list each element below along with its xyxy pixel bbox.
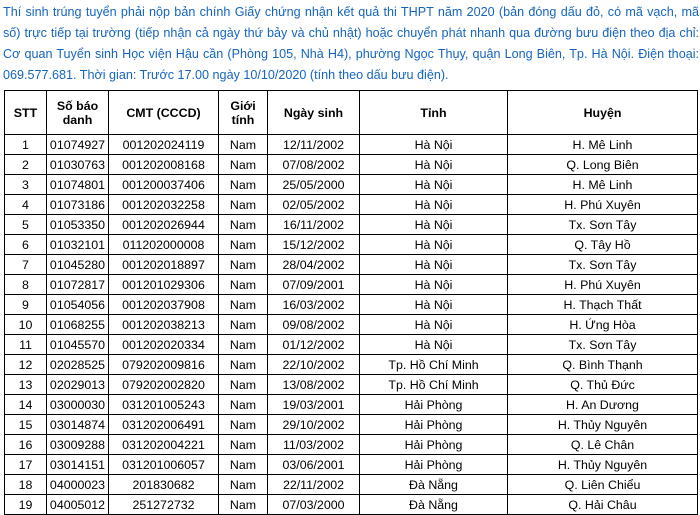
cell-gender: Nam [219, 495, 268, 515]
table-row [5, 195, 698, 215]
table-row [5, 295, 698, 315]
cell-id-card: 251272732 [109, 495, 219, 515]
cell-birth-date: 07/08/2002 [268, 155, 360, 175]
table-body [5, 135, 698, 515]
table-row [5, 315, 698, 335]
cell-stt: 3 [5, 175, 47, 195]
cell-birth-date: 25/05/2000 [268, 175, 360, 195]
cell-district: H. Mê Linh [508, 135, 698, 155]
cell-province: Hà Nội [360, 195, 508, 215]
cell-gender: Nam [219, 455, 268, 475]
cell-exam-number: 01074801 [47, 175, 109, 195]
header-id-card: CMT (CCCD) [109, 91, 219, 135]
cell-stt: 17 [5, 455, 47, 475]
cell-stt: 13 [5, 375, 47, 395]
cell-province: Hải Phòng [360, 415, 508, 435]
cell-birth-date: 02/05/2002 [268, 195, 360, 215]
cell-stt: 4 [5, 195, 47, 215]
cell-district: Q. Lê Chân [508, 435, 698, 455]
cell-district: Q. Tây Hồ [508, 235, 698, 255]
table-row [5, 255, 698, 275]
cell-province: Hà Nội [360, 335, 508, 355]
cell-id-card: 001200037406 [109, 175, 219, 195]
cell-birth-date: 07/09/2001 [268, 275, 360, 295]
table-row [5, 155, 698, 175]
cell-exam-number: 04000023 [47, 475, 109, 495]
cell-exam-number: 01053350 [47, 215, 109, 235]
cell-stt: 7 [5, 255, 47, 275]
cell-stt: 18 [5, 475, 47, 495]
cell-birth-date: 12/11/2002 [268, 135, 360, 155]
cell-stt: 10 [5, 315, 47, 335]
cell-district: Tx. Sơn Tây [508, 215, 698, 235]
cell-district: Tx. Sơn Tây [508, 255, 698, 275]
cell-exam-number: 03014151 [47, 455, 109, 475]
cell-province: Đà Nẵng [360, 475, 508, 495]
cell-stt: 6 [5, 235, 47, 255]
cell-exam-number: 03000030 [47, 395, 109, 415]
cell-district: Tx. Sơn Tây [508, 335, 698, 355]
cell-province: Hà Nội [360, 155, 508, 175]
cell-district: H. Thủy Nguyên [508, 455, 698, 475]
table-row [5, 335, 698, 355]
cell-gender: Nam [219, 435, 268, 455]
cell-gender: Nam [219, 335, 268, 355]
cell-district: H. Phú Xuyên [508, 275, 698, 295]
cell-birth-date: 01/12/2002 [268, 335, 360, 355]
table-row [5, 235, 698, 255]
cell-stt: 15 [5, 415, 47, 435]
cell-gender: Nam [219, 375, 268, 395]
cell-province: Tp. Hồ Chí Minh [360, 355, 508, 375]
cell-gender: Nam [219, 275, 268, 295]
cell-exam-number: 01045570 [47, 335, 109, 355]
cell-gender: Nam [219, 255, 268, 275]
cell-stt: 1 [5, 135, 47, 155]
cell-stt: 19 [5, 495, 47, 515]
cell-province: Hà Nội [360, 235, 508, 255]
cell-id-card: 201830682 [109, 475, 219, 495]
cell-birth-date: 19/03/2001 [268, 395, 360, 415]
cell-province: Tp. Hồ Chí Minh [360, 375, 508, 395]
cell-id-card: 001202018897 [109, 255, 219, 275]
cell-id-card: 001202037908 [109, 295, 219, 315]
cell-province: Hà Nội [360, 295, 508, 315]
cell-district: H. Thạch Thất [508, 295, 698, 315]
cell-district: Q. Hải Châu [508, 495, 698, 515]
cell-id-card: 001201029306 [109, 275, 219, 295]
cell-gender: Nam [219, 135, 268, 155]
cell-exam-number: 01073186 [47, 195, 109, 215]
cell-district: Q. Bình Thạnh [508, 355, 698, 375]
cell-gender: Nam [219, 355, 268, 375]
cell-exam-number: 01030763 [47, 155, 109, 175]
cell-district: Q. Long Biên [508, 155, 698, 175]
table-row [5, 455, 698, 475]
table-row [5, 135, 698, 155]
cell-id-card: 031202004221 [109, 435, 219, 455]
cell-district: Q. Liên Chiểu [508, 475, 698, 495]
cell-province: Đà Nẵng [360, 495, 508, 515]
cell-id-card: 001202026944 [109, 215, 219, 235]
cell-exam-number: 01072817 [47, 275, 109, 295]
cell-birth-date: 13/08/2002 [268, 375, 360, 395]
cell-id-card: 011202000008 [109, 235, 219, 255]
cell-stt: 14 [5, 395, 47, 415]
header-birth-date: Ngày sinh [268, 91, 360, 135]
cell-district: H. Phú Xuyên [508, 195, 698, 215]
cell-id-card: 001202020334 [109, 335, 219, 355]
cell-birth-date: 15/12/2002 [268, 235, 360, 255]
cell-birth-date: 16/11/2002 [268, 215, 360, 235]
cell-district: H. Mê Linh [508, 175, 698, 195]
cell-birth-date: 22/10/2002 [268, 355, 360, 375]
table-row [5, 435, 698, 455]
cell-exam-number: 01054056 [47, 295, 109, 315]
cell-exam-number: 02029013 [47, 375, 109, 395]
cell-id-card: 001202038213 [109, 315, 219, 335]
cell-stt: 11 [5, 335, 47, 355]
header-gender: Giới tính [219, 91, 268, 135]
cell-gender: Nam [219, 215, 268, 235]
header-district: Huyện [508, 91, 698, 135]
cell-birth-date: 03/06/2001 [268, 455, 360, 475]
cell-gender: Nam [219, 475, 268, 495]
cell-stt: 16 [5, 435, 47, 455]
table-row [5, 375, 698, 395]
cell-exam-number: 03009288 [47, 435, 109, 455]
table-row [5, 395, 698, 415]
cell-district: H. Ứng Hòa [508, 315, 698, 335]
cell-exam-number: 01068255 [47, 315, 109, 335]
cell-stt: 8 [5, 275, 47, 295]
cell-birth-date: 22/11/2002 [268, 475, 360, 495]
table-row [5, 275, 698, 295]
cell-province: Hà Nội [360, 175, 508, 195]
cell-gender: Nam [219, 235, 268, 255]
cell-exam-number: 04005012 [47, 495, 109, 515]
cell-exam-number: 03014874 [47, 415, 109, 435]
cell-birth-date: 09/08/2002 [268, 315, 360, 335]
cell-birth-date: 16/03/2002 [268, 295, 360, 315]
cell-province: Hải Phòng [360, 395, 508, 415]
cell-province: Hà Nội [360, 255, 508, 275]
cell-exam-number: 01045280 [47, 255, 109, 275]
cell-province: Hải Phòng [360, 435, 508, 455]
table-row [5, 215, 698, 235]
table-row [5, 175, 698, 195]
table-header-row [5, 91, 698, 135]
table-row [5, 495, 698, 515]
cell-birth-date: 07/03/2000 [268, 495, 360, 515]
header-exam-number: Số báo danh [47, 91, 109, 135]
cell-stt: 9 [5, 295, 47, 315]
cell-exam-number: 01032101 [47, 235, 109, 255]
cell-id-card: 031202006491 [109, 415, 219, 435]
cell-exam-number: 01074927 [47, 135, 109, 155]
cell-province: Hà Nội [360, 215, 508, 235]
cell-id-card: 001202008168 [109, 155, 219, 175]
cell-id-card: 079202002820 [109, 375, 219, 395]
table-row [5, 355, 698, 375]
cell-province: Hà Nội [360, 135, 508, 155]
cell-stt: 5 [5, 215, 47, 235]
cell-province: Hà Nội [360, 275, 508, 295]
table-row [5, 475, 698, 495]
header-stt: STT [5, 91, 47, 135]
cell-province: Hải Phòng [360, 455, 508, 475]
cell-gender: Nam [219, 155, 268, 175]
cell-gender: Nam [219, 315, 268, 335]
cell-id-card: 031201006057 [109, 455, 219, 475]
cell-stt: 2 [5, 155, 47, 175]
cell-district: H. Thủy Nguyên [508, 415, 698, 435]
cell-gender: Nam [219, 295, 268, 315]
cell-birth-date: 29/10/2002 [268, 415, 360, 435]
cell-province: Hà Nội [360, 315, 508, 335]
cell-district: H. An Dương [508, 395, 698, 415]
cell-district: Q. Thủ Đức [508, 375, 698, 395]
cell-birth-date: 28/04/2002 [268, 255, 360, 275]
cell-id-card: 031201005243 [109, 395, 219, 415]
header-province: Tỉnh [360, 91, 508, 135]
cell-birth-date: 11/03/2002 [268, 435, 360, 455]
admission-notice: Thí sinh trúng tuyển phải nộp bản chính Giấy chứng nhận kết quả thi THPT năm 2020 (bản đóng dấu đỏ, có mã vạch, mã số) trực tiếp tại trường (tiếp nhận cả ngày thứ bảy và chủ nhật) hoặc chuyển phát nhanh qua đường bưu điện theo địa chỉ: Cơ quan Tuyển sinh Học viện Hậu cần (Phòng 105, Nhà H4), phường Ngọc Thụy, quận Long Biên, Tp. Hà Nội. Điện thoại: 069.577.681. Thời gian: Trước 17.00 ngày 10/10/2020 (tính theo dấu bưu điện). [3, 5, 699, 82]
cell-exam-number: 02028525 [47, 355, 109, 375]
cell-id-card: 001202024119 [109, 135, 219, 155]
cell-stt: 12 [5, 355, 47, 375]
cell-gender: Nam [219, 195, 268, 215]
cell-gender: Nam [219, 175, 268, 195]
table-row [5, 415, 698, 435]
admitted-candidates-table [4, 90, 698, 515]
cell-gender: Nam [219, 395, 268, 415]
cell-gender: Nam [219, 415, 268, 435]
cell-id-card: 001202032258 [109, 195, 219, 215]
cell-id-card: 079202009816 [109, 355, 219, 375]
